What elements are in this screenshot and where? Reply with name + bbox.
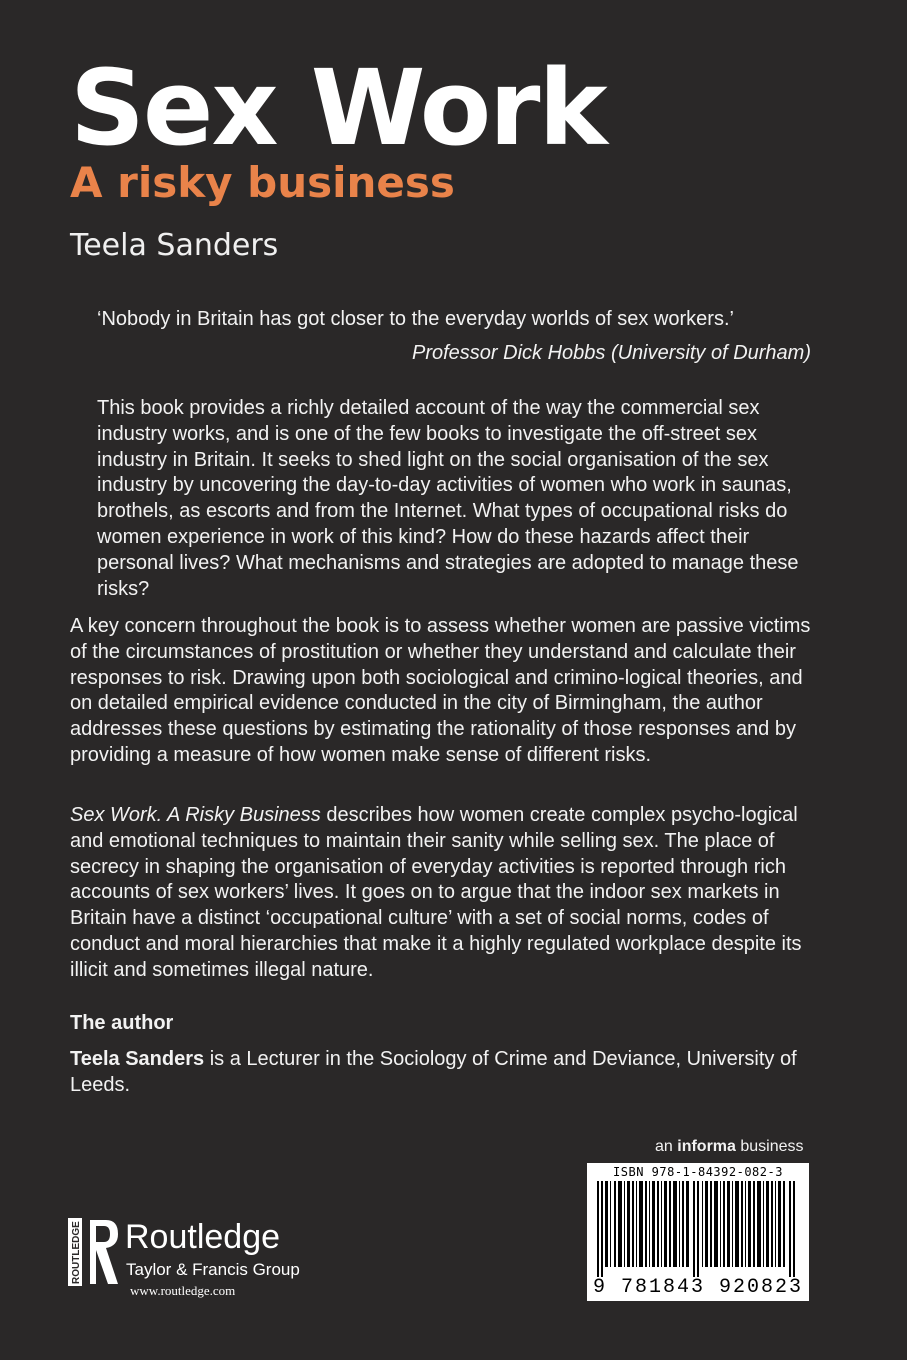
publisher-name: Routledge — [125, 1218, 281, 1256]
isbn-barcode — [587, 1163, 809, 1301]
barcode-digits: 9 781843 920823 — [592, 1276, 804, 1299]
informa-brand: informa — [677, 1138, 736, 1155]
informa-prefix: an — [655, 1138, 678, 1155]
informa-tagline — [655, 1138, 804, 1156]
book-title: Sex Work — [70, 47, 606, 169]
publisher-url[interactable]: www.routledge.com — [130, 1283, 236, 1298]
author-bio — [70, 1047, 810, 1099]
description-paragraph-1: This book provides a richly detailed account of the way the commercial sex industry works, and is one of the few books to investigate the off-street sex industry in Britain. It seeks to shed light on the social organisation of the sex industry by uncovering the day-to-day activities of women who work in saunas, brothels, as escorts and from the Internet. What types of occupational risks do women experience in work of this kind? How do these hazards affect their personal lives? What mechanisms and strategies are adopted to manage these risks? — [97, 397, 799, 600]
book-author: Teela Sanders — [70, 228, 279, 263]
description-paragraph-3-text: describes how women create complex psycho-logical and emotional techniques to maintain their sanity while selling sex. The place of secrecy in shaping the organisation of everyday activities is reported through rich accounts of sex workers’ lives. It goes on to argue that the indoor sex markets in Britain have a distinct ‘occupational culture’ with a set of social norms, codes of conduct and moral hierarchies that make it a highly regulated workplace despite its illicit and sometimes illegal nature. — [70, 804, 802, 981]
author-bio-text: is a Lecturer in the Sociology of Crime and Deviance, University of Leeds. — [70, 1048, 797, 1096]
routledge-logo-icon — [68, 1218, 120, 1288]
book-subtitle: A risky business — [70, 158, 455, 207]
isbn-label: ISBN 978-1-84392-082-3 — [613, 1165, 783, 1179]
publisher-group: Taylor & Francis Group — [126, 1260, 300, 1279]
barcode-bars — [595, 1181, 801, 1277]
informa-suffix: business — [735, 1138, 804, 1155]
author-heading: The author — [70, 1012, 174, 1034]
routledge-logo-text: ROUTLEDGE — [71, 1221, 82, 1284]
author-bio-name: Teela Sanders — [70, 1048, 205, 1070]
description-paragraph-3 — [70, 803, 822, 984]
description-paragraph-2: A key concern throughout the book is to assess whether women are passive victims of the circumstances of prostitution or whether they understand and calculate their responses to risk. Drawing upon both sociological and crimino-logical theories, and on detailed empirical evidence conducted in the city of Birmingham, the author addresses these questions by estimating the rationality of those responses and by providing a measure of how women make sense of different risks. — [70, 615, 811, 766]
book-title-italic: Sex Work. A Risky Business — [70, 804, 321, 826]
endorsement-quote: ‘Nobody in Britain has got closer to the everyday worlds of sex workers.’ — [97, 308, 734, 330]
endorsement-attribution: Professor Dick Hobbs (University of Durham) — [412, 342, 811, 364]
